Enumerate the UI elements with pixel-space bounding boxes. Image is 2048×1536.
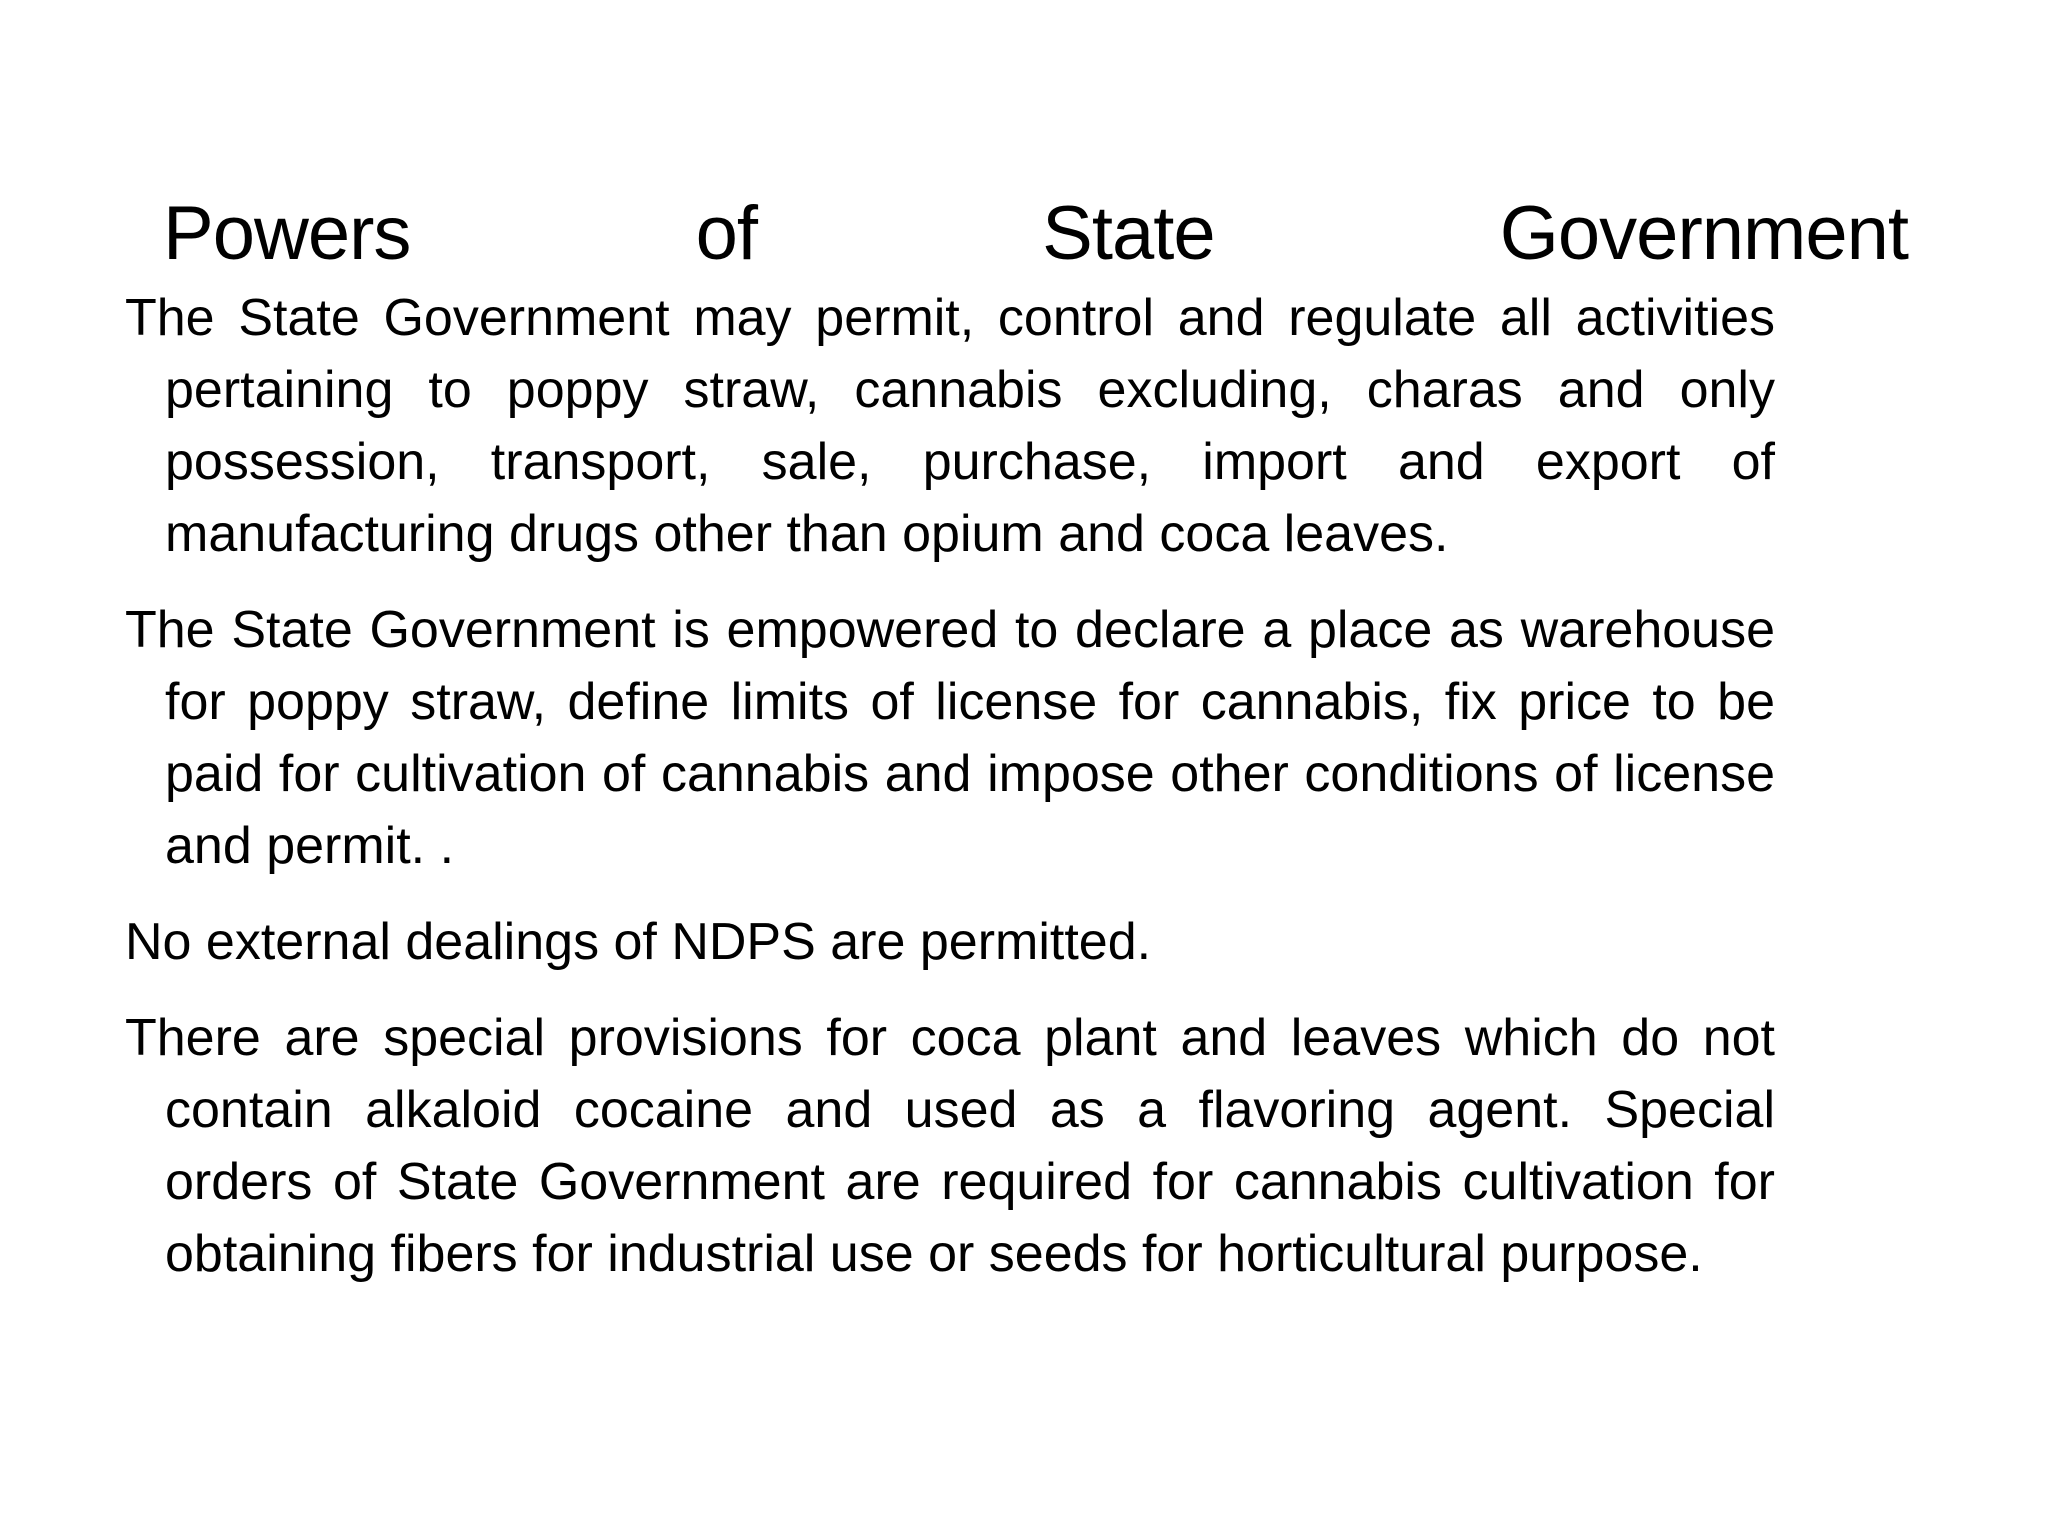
- slide-body: [125, 282, 1775, 1290]
- body-paragraph: The State Government may permit, control and regulate all activities pertaining to poppy straw, cannabis excluding, charas and only possession, transport, sale, purchase, import and export of manufacturing drugs other than opium and coca leaves.: [125, 289, 1775, 563]
- title-word: Powers: [163, 190, 411, 276]
- body-paragraph: There are special provisions for coca plant and leaves which do not contain alkaloid cocaine and used as a flavoring agent. Special orders of State Government are required for cannabis cultivation for obtaining fibers for industrial use or seeds for horticultural purpose.: [125, 1009, 1775, 1283]
- title-word: of: [695, 190, 757, 276]
- body-paragraph: The State Government is empowered to declare a place as warehouse for poppy straw, define limits of license for cannabis, fix price to be paid for cultivation of cannabis and impose other conditions of license and permit. .: [125, 601, 1775, 875]
- title-word: State: [1042, 190, 1215, 276]
- title-word: Government: [1499, 190, 1908, 276]
- body-paragraph: No external dealings of NDPS are permitted.: [125, 913, 1152, 971]
- slide-title: [163, 179, 1908, 289]
